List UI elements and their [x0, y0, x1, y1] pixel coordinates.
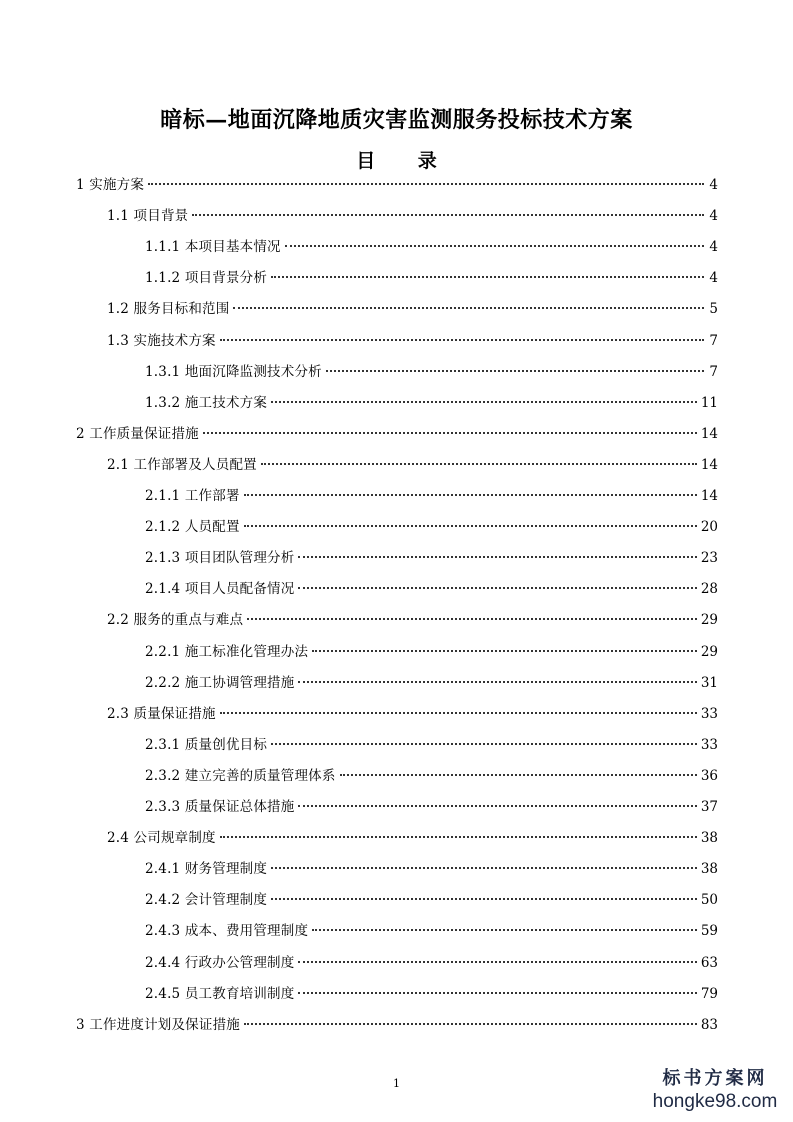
toc-entry-label: 1.1.1 本项目基本情况	[145, 239, 281, 256]
toc-entry-page: 38	[700, 861, 718, 878]
toc-entry-page: 4	[709, 208, 718, 225]
toc-leader-dots	[298, 587, 696, 589]
toc-leader-dots	[220, 712, 697, 714]
toc-entry[interactable]	[107, 204, 718, 228]
toc-entry[interactable]	[107, 608, 718, 632]
toc-entry-page: 36	[700, 767, 718, 784]
toc-entry-label: 3 工作进度计划及保证措施	[76, 1016, 240, 1033]
toc-entry-label: 2.4 公司规章制度	[107, 830, 216, 847]
toc-leader-dots	[244, 525, 697, 527]
toc-leader-dots	[233, 307, 704, 309]
toc-leader-dots	[312, 650, 697, 652]
toc-entry-label: 1.1 项目背景	[107, 208, 189, 225]
toc-leader-dots	[312, 929, 697, 931]
toc-leader-dots	[247, 618, 697, 620]
toc-entry-page: 33	[700, 736, 718, 753]
toc-entry[interactable]	[76, 422, 718, 446]
toc-entry[interactable]	[107, 453, 718, 477]
toc-entry[interactable]	[145, 951, 718, 975]
toc-leader-dots	[271, 401, 697, 403]
toc-entry[interactable]	[145, 546, 718, 570]
toc-entry[interactable]	[107, 329, 718, 353]
page-title: 暗标—地面沉降地质灾害监测服务投标技术方案	[160, 107, 633, 133]
toc-leader-dots	[298, 556, 696, 558]
toc-entry-page: 29	[700, 612, 718, 629]
toc-leader-dots	[192, 214, 704, 216]
toc-entry-label: 2.3.1 质量创优目标	[145, 736, 268, 753]
toc-entry-label: 2.4.2 会计管理制度	[145, 892, 268, 909]
toc-entry-label: 1.3.2 施工技术方案	[145, 394, 268, 411]
toc-leader-dots	[271, 743, 697, 745]
toc-entry-label: 2 工作质量保证措施	[76, 425, 199, 442]
toc-entry-page: 50	[700, 892, 718, 909]
toc-entry-label: 2.4.5 员工教育培训制度	[145, 985, 295, 1002]
toc-entry[interactable]	[145, 640, 718, 664]
toc-leader-dots	[271, 867, 697, 869]
toc-entry[interactable]	[145, 857, 718, 881]
toc-entry[interactable]	[145, 795, 718, 819]
toc-entry[interactable]	[145, 515, 718, 539]
toc-leader-dots	[298, 961, 696, 963]
toc-entry-label: 2.4.4 行政办公管理制度	[145, 954, 295, 971]
watermark-site-name: 标书方案网	[662, 1068, 768, 1088]
toc-entry-page: 20	[700, 519, 718, 536]
toc-leader-dots	[203, 432, 697, 434]
toc-entry-label: 2.4.1 财务管理制度	[145, 861, 268, 878]
toc-entry-page: 31	[700, 674, 718, 691]
toc-entry-page: 4	[709, 177, 718, 193]
toc-entry[interactable]	[145, 360, 718, 384]
toc-entry-label: 2.1.3 项目团队管理分析	[145, 550, 295, 567]
toc-entry-page: 14	[700, 488, 718, 504]
toc-leader-dots	[326, 370, 704, 372]
toc-entry-label: 2.2.2 施工协调管理措施	[145, 674, 295, 691]
toc-entry[interactable]	[107, 826, 718, 850]
toc-leader-dots	[244, 494, 697, 496]
toc-entry-page: 5	[709, 301, 718, 318]
toc-entry[interactable]	[145, 888, 718, 912]
toc-entry-label: 1.1.2 项目背景分析	[145, 270, 268, 287]
toc-entry-page: 59	[700, 923, 718, 940]
toc-leader-dots	[220, 339, 704, 341]
toc-entry[interactable]	[76, 173, 718, 197]
toc-leader-dots	[148, 183, 704, 185]
toc-leader-dots	[298, 681, 696, 683]
toc-entry-page: 23	[700, 550, 718, 567]
toc-entry-label: 2.1 工作部署及人员配置	[107, 456, 257, 473]
toc-entry-label: 2.1.4 项目人员配备情况	[145, 581, 295, 598]
toc-entry-label: 2.2 服务的重点与难点	[107, 612, 244, 629]
toc-entry[interactable]	[76, 1013, 718, 1037]
toc-entry[interactable]	[145, 764, 718, 788]
toc-entry-page: 7	[709, 332, 718, 349]
toc-entry-page: 33	[700, 705, 718, 722]
toc-leader-dots	[220, 836, 697, 838]
toc-entry-page: 83	[700, 1016, 718, 1033]
toc-entry-page: 28	[700, 581, 718, 598]
watermark-logo	[640, 1065, 790, 1113]
toc-entry-label: 2.3 质量保证措施	[107, 705, 216, 722]
toc-entry[interactable]	[107, 297, 718, 321]
toc-entry-page: 29	[700, 643, 718, 660]
toc-leader-dots	[244, 1023, 697, 1025]
toc-entry-label: 2.1.1 工作部署	[145, 488, 240, 504]
toc-entry[interactable]	[145, 733, 718, 757]
toc-leader-dots	[271, 276, 704, 278]
toc-leader-dots	[298, 805, 696, 807]
toc-entry-page: 7	[709, 363, 718, 380]
toc-heading: 目 录	[356, 150, 455, 172]
toc-entry[interactable]	[145, 577, 718, 601]
toc-leader-dots	[340, 774, 697, 776]
toc-entry-page: 4	[709, 270, 718, 287]
toc-entry-page: 14	[700, 425, 718, 442]
toc-entry-page: 14	[700, 456, 718, 473]
toc-entry-page: 4	[709, 239, 718, 256]
toc-entry[interactable]	[145, 919, 718, 943]
toc-entry-page: 63	[700, 954, 718, 971]
toc-leader-dots	[271, 898, 697, 900]
toc-entry-label: 2.3.3 质量保证总体措施	[145, 799, 295, 815]
toc-leader-dots	[261, 463, 697, 465]
toc-entry[interactable]	[145, 235, 718, 259]
toc-entry-label: 2.2.1 施工标准化管理办法	[145, 643, 309, 660]
toc-entry[interactable]	[107, 702, 718, 726]
toc-entry-label: 1.3 实施技术方案	[107, 332, 216, 349]
toc-entry-label: 2.1.2 人员配置	[145, 519, 240, 536]
toc-entry-label: 2.3.2 建立完善的质量管理体系	[145, 767, 336, 784]
toc-entry-page: 38	[700, 830, 718, 847]
toc-entry[interactable]	[145, 266, 718, 290]
watermark-url: hongke98.com	[652, 1091, 778, 1112]
toc-leader-dots	[298, 992, 696, 994]
toc-entry-page: 11	[700, 394, 718, 411]
toc-entry-label: 1.2 服务目标和范围	[107, 301, 230, 318]
toc-entry[interactable]	[145, 391, 718, 415]
toc-entry-label: 2.4.3 成本、费用管理制度	[145, 923, 309, 940]
toc-entry-label: 1 实施方案	[76, 177, 145, 193]
toc-entry-label: 1.3.1 地面沉降监测技术分析	[145, 363, 322, 380]
toc-entry[interactable]	[145, 982, 718, 1006]
toc-entry-page: 37	[700, 799, 718, 815]
toc-entry[interactable]	[145, 484, 718, 508]
toc-entry[interactable]	[145, 671, 718, 695]
toc-leader-dots	[285, 245, 704, 247]
page-number: 1	[393, 1077, 400, 1090]
toc-entry-page: 79	[700, 985, 718, 1002]
